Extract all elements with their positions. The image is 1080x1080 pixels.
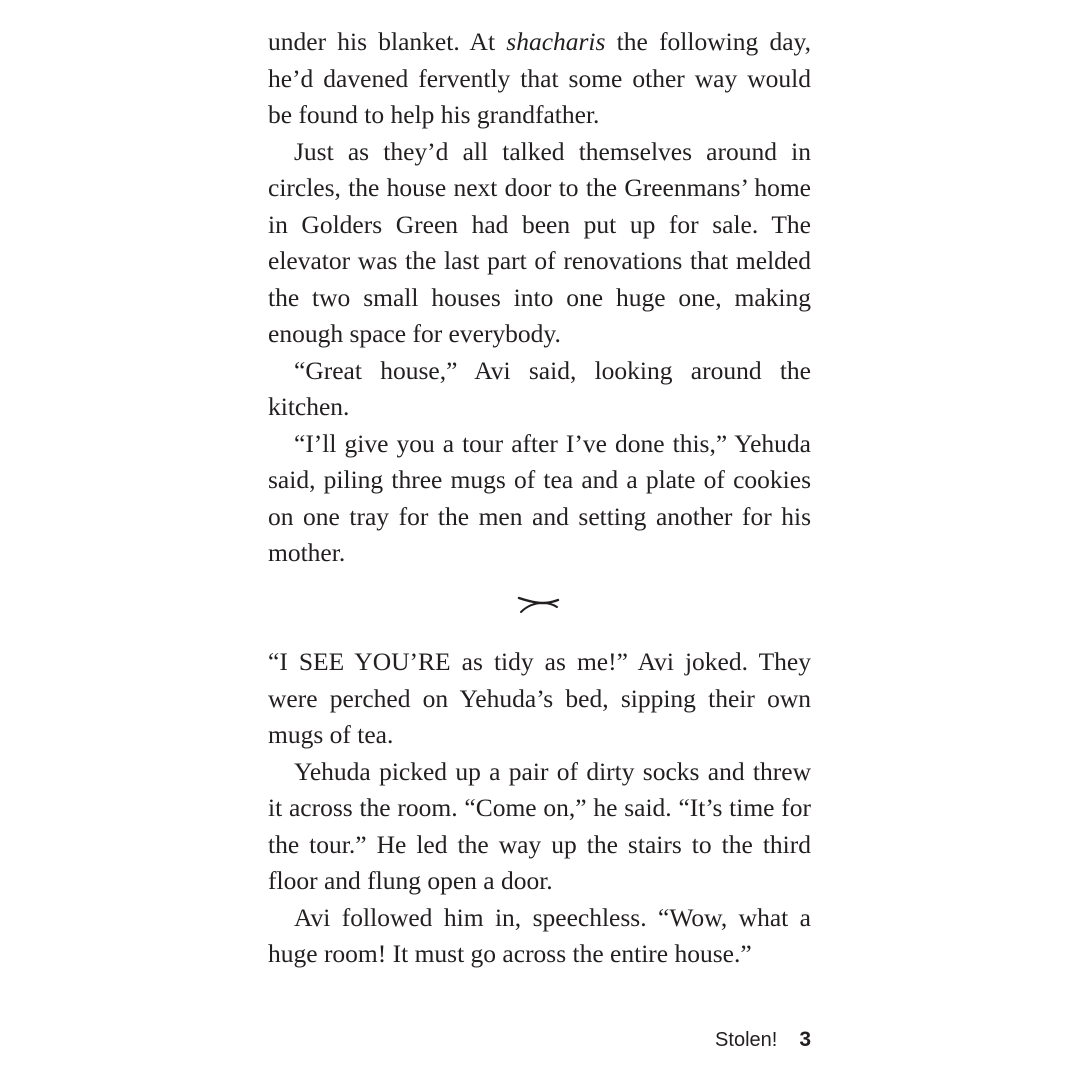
page-footer xyxy=(715,1028,811,1052)
paragraph-5: “I SEE YOU’RE as tidy as me!” Avi joked. They were perched on Yehuda’s bed, sipping their own mugs of tea. xyxy=(268,647,811,749)
paragraph-1-end: the following day, he’d davened fervently that some other way would be found to help his grandfather. xyxy=(268,27,811,129)
text-section-2 xyxy=(268,644,811,973)
page-number: 3 xyxy=(799,1028,811,1051)
paragraph-3: “Great house,” Avi said, looking around the kitchen. xyxy=(268,355,811,421)
paragraph-1 xyxy=(268,24,811,134)
paragraph-2: Just as they’d all talked themselves around in circles, the house next door to the Greenmans’ home in Golders Green had been put up for sale. The elevator was the last part of renovations that melded the two small houses into one huge one, making enough space for everybody. xyxy=(268,136,811,348)
paragraph-7: Avi followed him in, speechless. “Wow, what a huge room! It must go across the entire house.” xyxy=(268,902,811,968)
section-break-flourish-icon xyxy=(516,592,560,616)
text-section-1 xyxy=(268,24,811,572)
paragraph-1-start: under his blanket. At xyxy=(268,27,507,56)
paragraph-6: Yehuda picked up a pair of dirty socks and threw it across the room. “Come on,” he said. “It’s time for the tour.” He led the way up the stairs to the third floor and flung open a door. xyxy=(268,756,811,895)
running-title: Stolen! xyxy=(715,1029,778,1051)
paragraph-4: “I’ll give you a tour after I’ve done this,” Yehuda said, piling three mugs of tea and a plate of cookies on one tray for the men and setting another for his mother. xyxy=(268,428,811,567)
italic-word-shacharis: shacharis xyxy=(506,27,606,56)
